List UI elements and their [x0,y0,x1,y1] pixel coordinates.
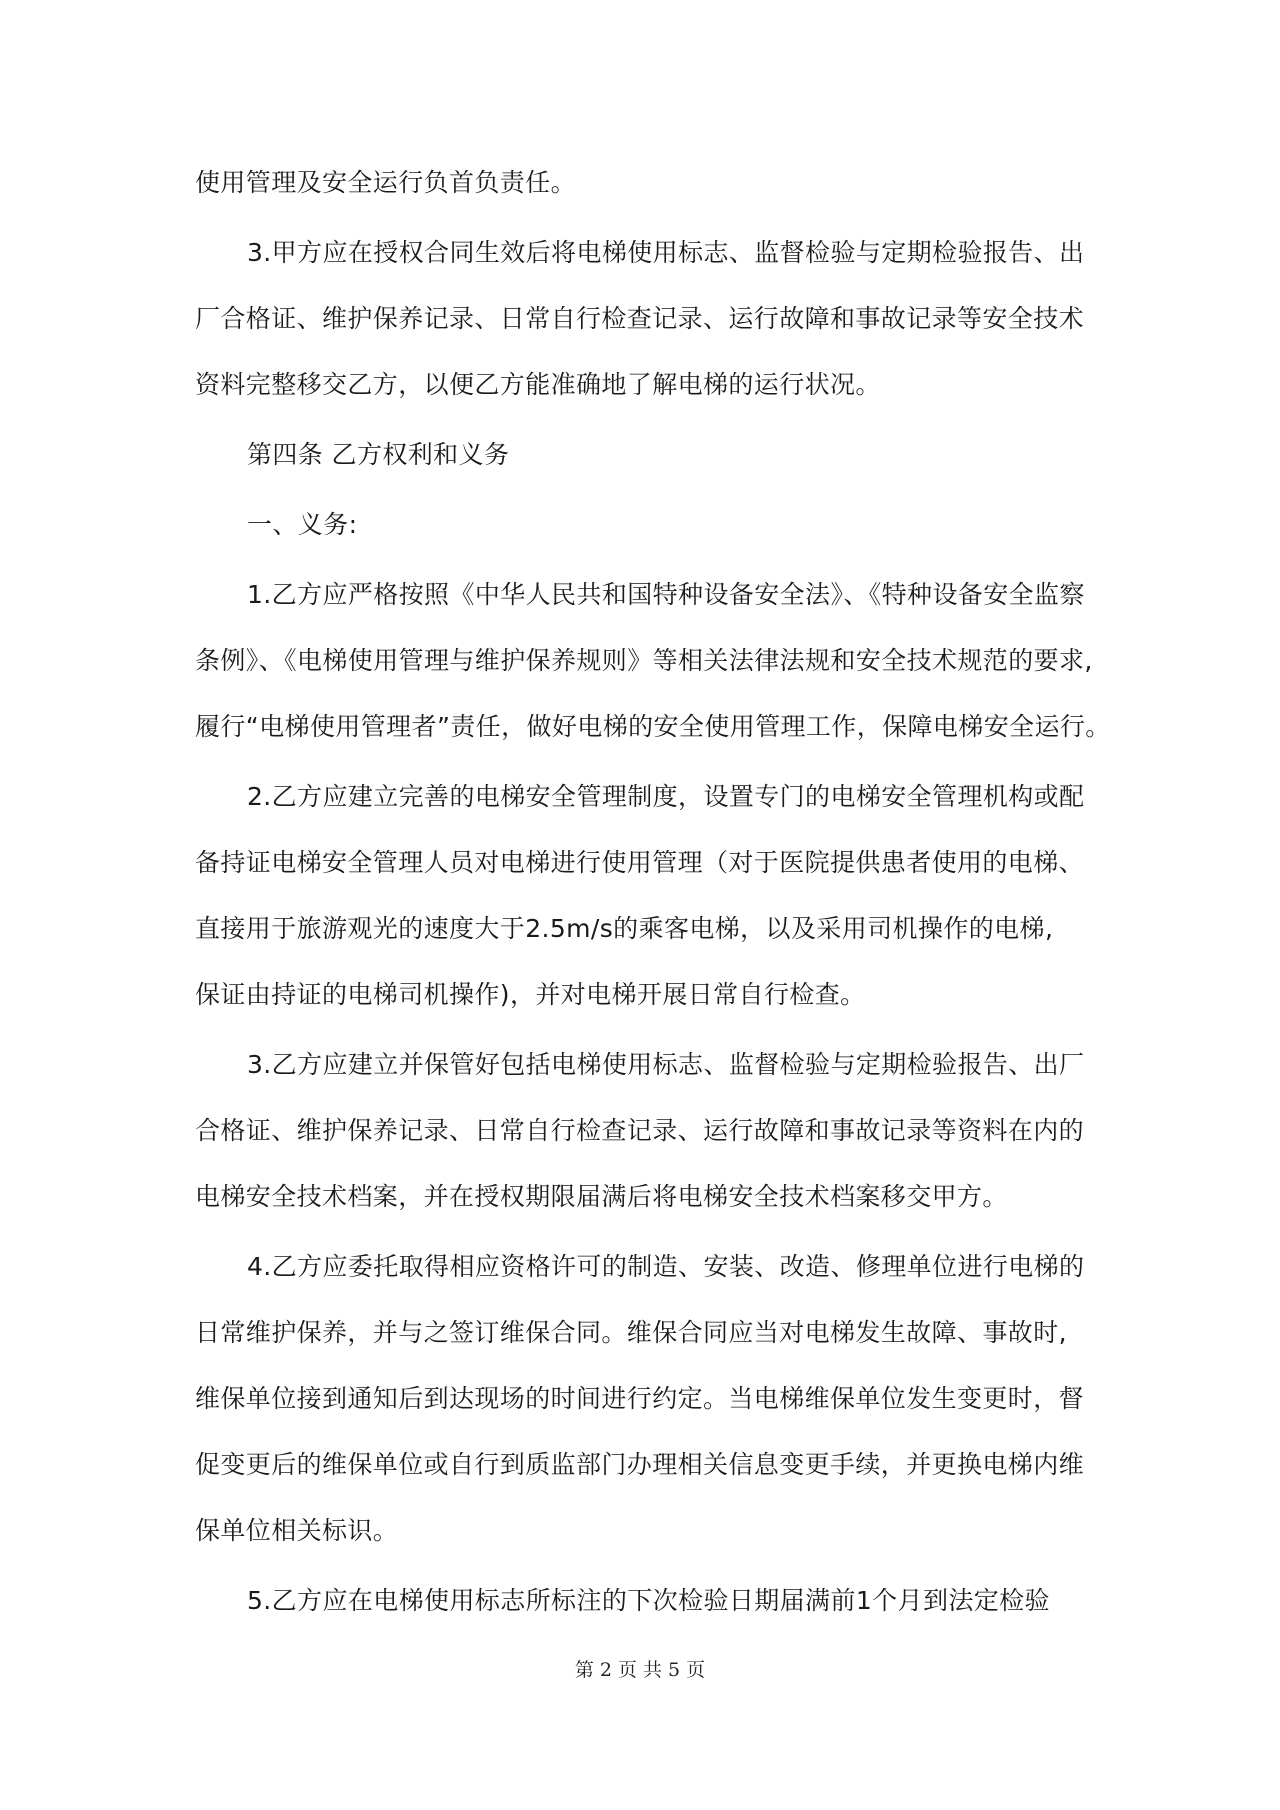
text-line-10: 2.乙方应建立完善的电梯安全管理制度，设置专门的电梯安全管理机构或配 [247,782,1085,811]
footer-page-prefix: 第 [574,1659,594,1681]
section-heading: 第四条 乙方权利和义务 [247,440,510,469]
text-line-2: 3.甲方应在授权合同生效后将电梯使用标志、监督检验与定期检验报告、出 [247,238,1085,267]
text-line-4: 资料完整移交乙方，以便乙方能准确地了解电梯的运行状况。 [195,370,881,399]
subsection-heading: 一、义务: [247,510,358,539]
footer-total-pages: 5 [668,1659,681,1681]
text-line-14: 3.乙方应建立并保管好包括电梯使用标志、监督检验与定期检验报告、出厂 [247,1050,1085,1079]
text-line-13: 保证由持证的电梯司机操作)，并对电梯开展日常自行检查。 [195,980,866,1009]
text-line-8: 条例》、《电梯使用管理与维护保养规则》等相关法律法规和安全技术规范的要求, [195,646,1093,675]
text-line-22: 5.乙方应在电梯使用标志所标注的下次检验日期届满前1个月到法定检验 [247,1586,1050,1615]
footer-current-page: 2 [599,1659,612,1681]
text-line-9: 履行“电梯使用管理者”责任，做好电梯的安全使用管理工作，保障电梯安全运行。 [195,712,1111,741]
text-line-7: 1.乙方应严格按照《中华人民共和国特种设备安全法》、《特种设备安全监察 [247,580,1085,609]
text-line-15: 合格证、维护保养记录、日常自行检查记录、运行故障和事故记录等资料在内的 [195,1116,1085,1145]
text-line-11: 备持证电梯安全管理人员对电梯进行使用管理（对于医院提供患者使用的电梯、 [195,848,1085,877]
footer-total-prefix: 共 [643,1659,663,1681]
text-line-20: 促变更后的维保单位或自行到质监部门办理相关信息变更手续，并更换电梯内维 [195,1450,1085,1479]
page-footer [0,1658,1280,1682]
text-line-1: 使用管理及安全运行负首负责任。 [195,168,577,197]
text-line-21: 保单位相关标识。 [195,1516,399,1545]
text-line-3: 厂合格证、维护保养记录、日常自行检查记录、运行故障和事故记录等安全技术 [195,304,1085,333]
text-line-18: 日常维护保养，并与之签订维保合同。维保合同应当对电梯发生故障、事故时, [195,1318,1067,1347]
footer-total-suffix: 页 [686,1659,706,1681]
text-line-19: 维保单位接到通知后到达现场的时间进行约定。当电梯维保单位发生变更时，督 [195,1384,1085,1413]
text-line-17: 4.乙方应委托取得相应资格许可的制造、安装、改造、修理单位进行电梯的 [247,1252,1085,1281]
text-line-16: 电梯安全技术档案，并在授权期限届满后将电梯安全技术档案移交甲方。 [195,1182,1008,1211]
text-line-12: 直接用于旅游观光的速度大于2.5m/s的乘客电梯，以及采用司机操作的电梯, [195,914,1054,943]
footer-page-word: 页 [617,1659,637,1681]
